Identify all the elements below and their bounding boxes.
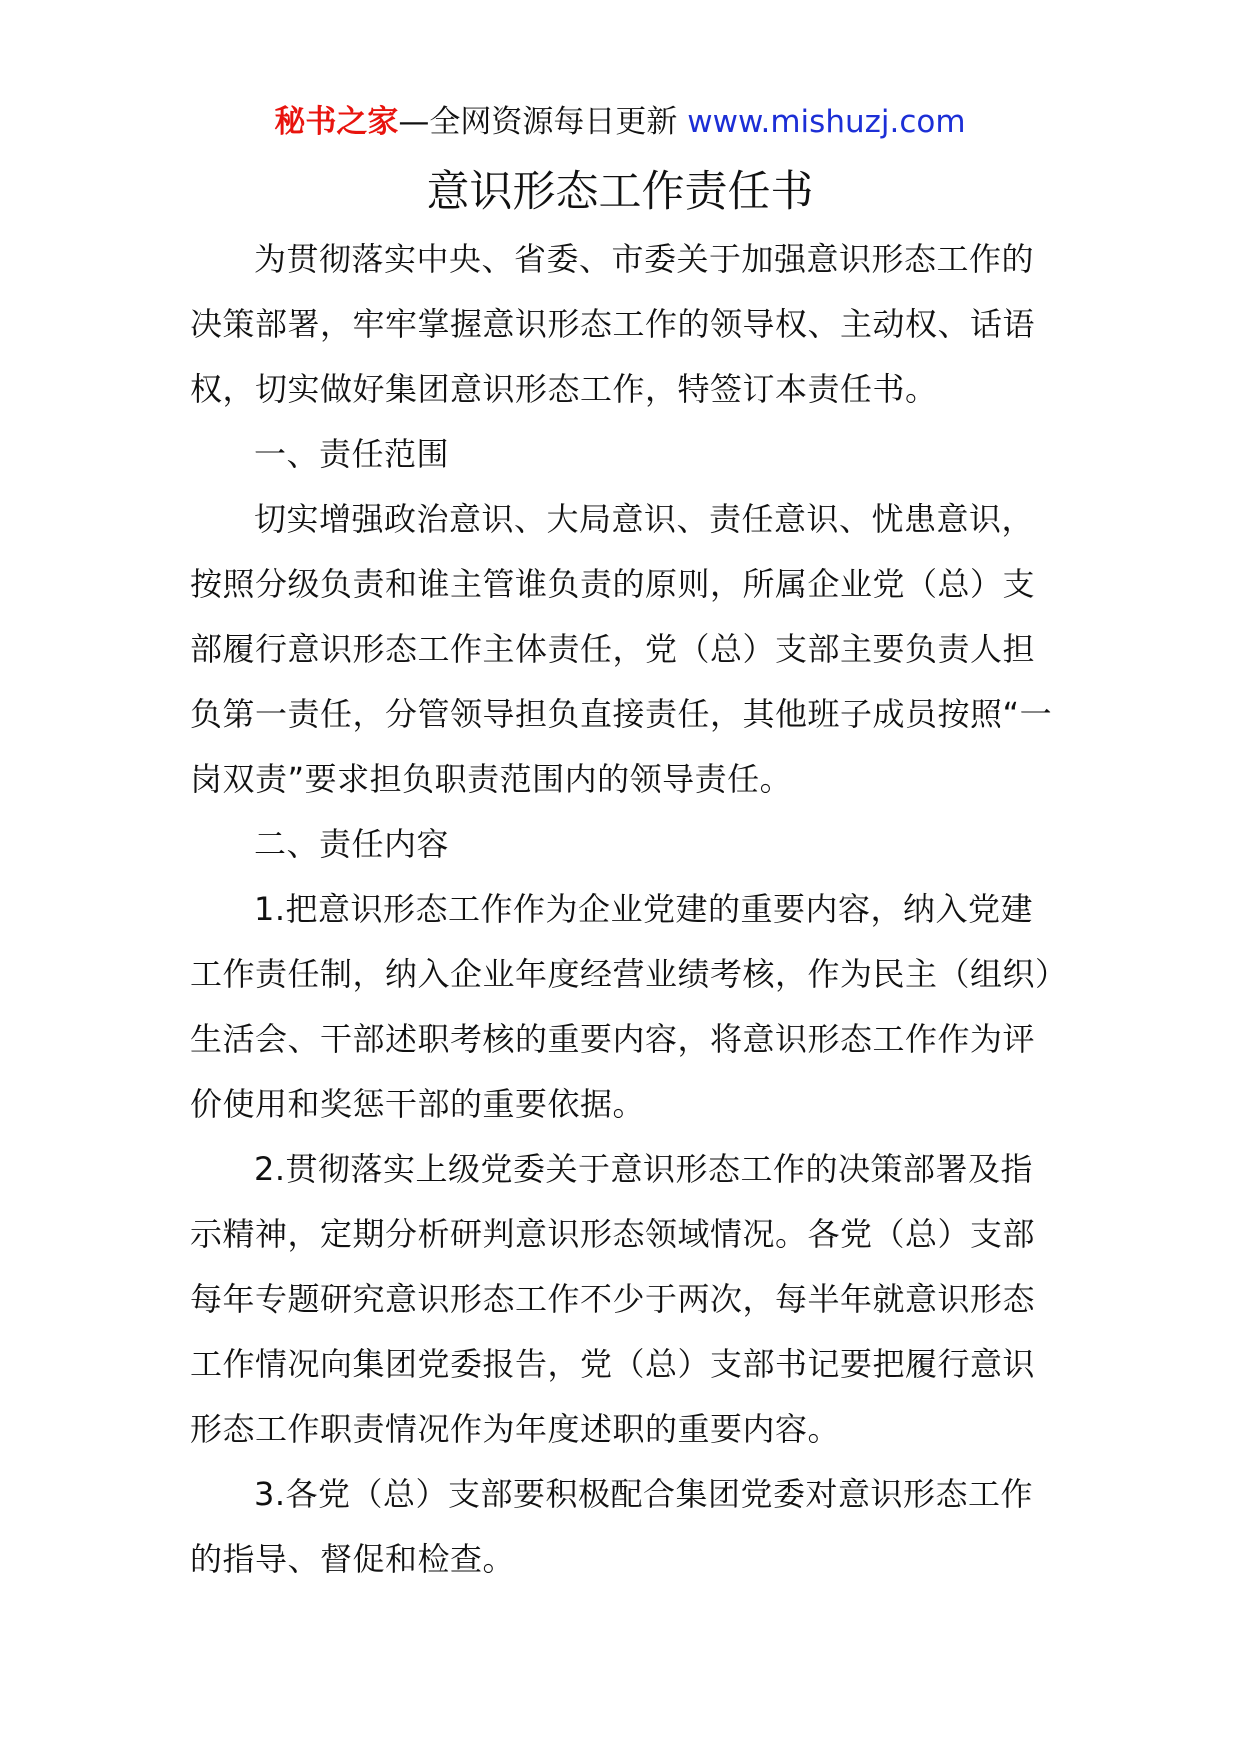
section-heading-scope: 一、责任范围	[254, 435, 450, 473]
site-url-link[interactable]: www.mishuzj.com	[687, 104, 966, 140]
paragraph-intro: 为贯彻落实中央、省委、市委关于加强意识形态工作的决策部署，牢牢掌握意识形态工作的领导权、主动权、话语权，切实做好集团意识形态工作，特签订本责任书。	[190, 240, 1036, 408]
site-header	[0, 100, 1240, 144]
brand-name: 秘书之家	[274, 104, 399, 140]
document-body	[190, 227, 1060, 1592]
document-title: 意识形态工作责任书	[426, 167, 814, 217]
section-heading-content: 二、责任内容	[254, 825, 450, 863]
paragraph-item-2: 2.贯彻落实上级党委关于意识形态工作的决策部署及指示精神，定期分析研判意识形态领域情况。各党（总）支部每年专题研究意识形态工作不少于两次，每半年就意识形态工作情况向集团党委报告，党（总）支部书记要把履行意识形态工作职责情况作为年度述职的重要内容。	[190, 1150, 1036, 1448]
site-slogan: —全网资源每日更新	[398, 104, 678, 140]
paragraph-item-3: 3.各党（总）支部要积极配合集团党委对意识形态工作的指导、督促和检查。	[190, 1475, 1034, 1578]
paragraph-scope: 切实增强政治意识、大局意识、责任意识、忧患意识，按照分级负责和谁主管谁负责的原则，所属企业党（总）支部履行意识形态工作主体责任，党（总）支部主要负责人担负第一责任，分管领导担负直接责任，其他班子成员按照“一岗双责”要求担负职责范围内的领导责任。	[190, 500, 1053, 798]
paragraph-item-1: 1.把意识形态工作作为企业党建的重要内容，纳入党建工作责任制，纳入企业年度经营业绩考核，作为民主（组织）生活会、干部述职考核的重要内容，将意识形态工作作为评价使用和奖惩干部的重要依据。	[190, 890, 1052, 1123]
